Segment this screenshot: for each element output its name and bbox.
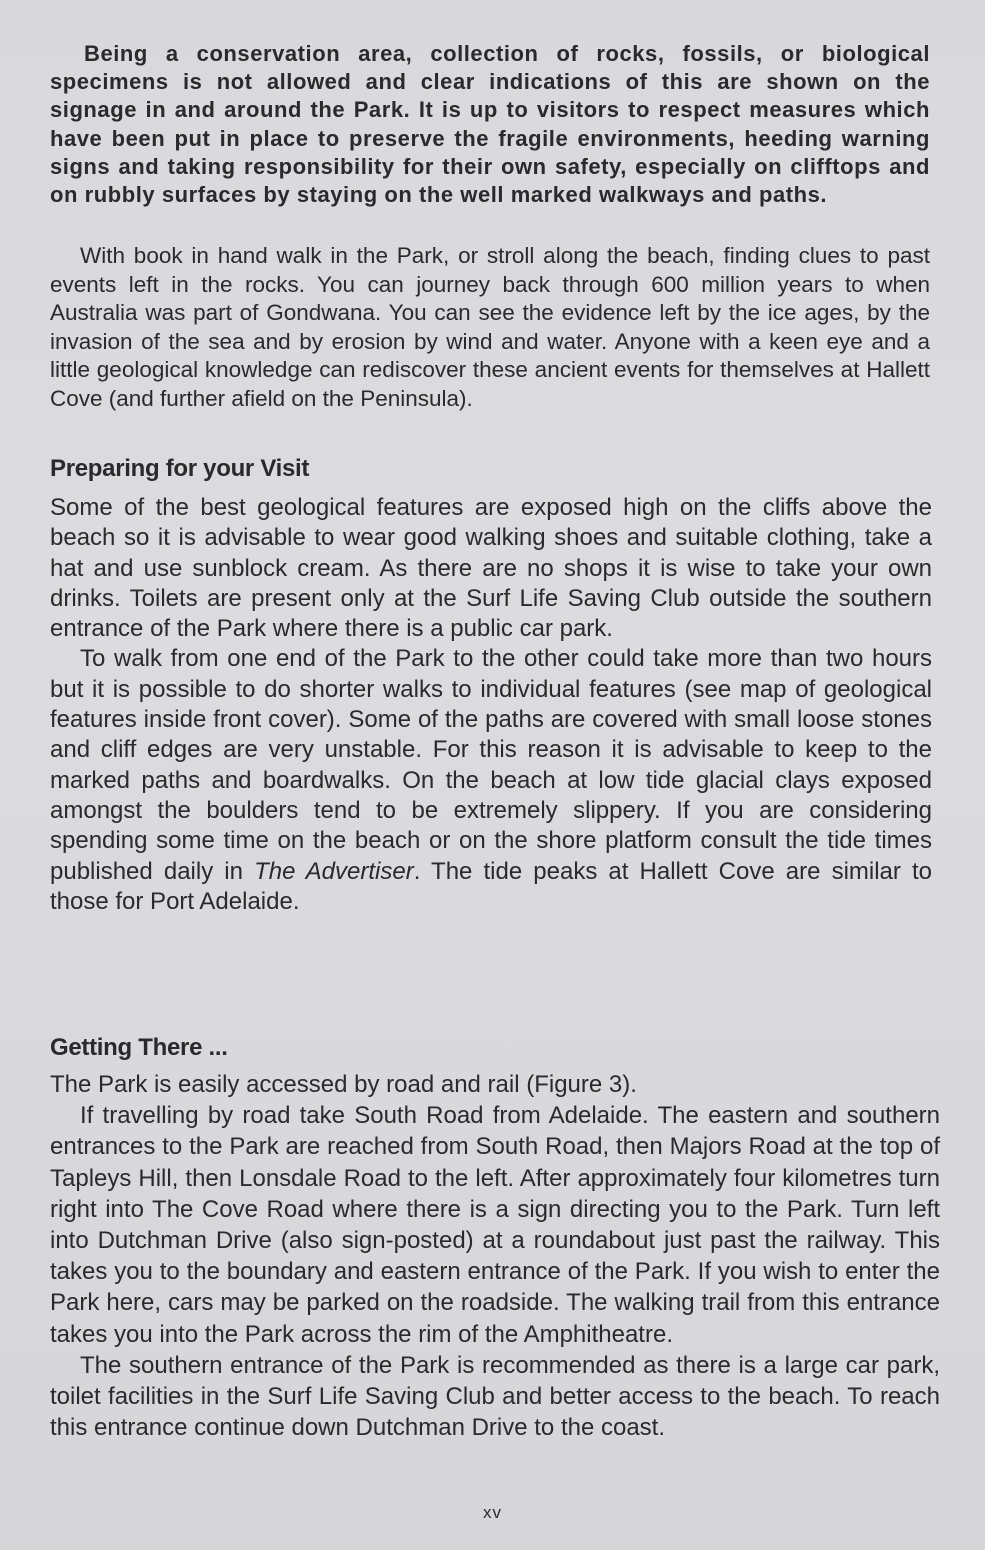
preparing-paragraph-1: Some of the best geological features are exposed high on the cliffs above the beach so it is advisable to wear good walking shoes and suitable clothing, take a hat and use sunblock cream. As there are no shops it is wise to take your own drinks. Toilets are present only at the Surf Life Saving Club outside the southern entrance of the Park where there is a public car park. [50, 494, 932, 643]
getting-there-heading: Getting There ... [50, 1034, 228, 1061]
getting-there-paragraph-2: If travelling by road take South Road from Adelaide. The eastern and southern entrances to the Park are reached from South Road, then Majors Road at the top of Tapleys Hill, then Lonsdale Road to the left. After approximately four kilometres turn right into The Cove Road where there is a sign directing you to the Park. Turn left into Dutchman Drive (also sign-posted) at a roundabout just past the railway. This takes you to the boundary and eastern entrance of the Park. If you wish to enter the Park here, cars may be parked on the roadside. The walking trail from this entrance takes you into the Park across the rim of the Amphitheatre. [50, 1102, 940, 1348]
book-in-hand-paragraph: With book in hand walk in the Park, or stroll along the beach, finding clues to past events left in the rocks. You can journey back through 600 million years to when Australia was part of Gondwana. You can see the evidence left by the ice ages, by the invasion of the sea and by erosion by wind and water. Anyone with a keen eye and a little geological knowledge can rediscover these ancient events for themselves at Hallett Cove (and further afield on the Peninsula). [50, 243, 930, 411]
preparing-p2-end: . The tide peaks at Hallett Cove are similar to those for Port Adelaide. [50, 857, 933, 915]
intro-section [50, 242, 930, 413]
getting-there-paragraph-1: The Park is easily accessed by road and rail (Figure 3). [50, 1071, 637, 1098]
conservation-paragraph: Being a conservation area, collection of rocks, fossils, or biological specimens is not allowed and clear indications of this are shown on the signage in and around the Park. It is up to visitors to respect measures which have been put in place to preserve the fragile environments, heeding warning signs and taking responsibility for their own safety, especially on clifftops and on rubbly surfaces by staying on the well marked walkways and paths. [50, 41, 930, 208]
getting-there-paragraph-3: The southern entrance of the Park is recommended as there is a large car park, toilet facilities in the Surf Life Saving Club and better access to the beach. To reach this entrance continue down Dutchman Drive to the coast. [50, 1351, 940, 1442]
page-number: xv [483, 1503, 502, 1522]
preparing-p2-text: To walk from one end of the Park to the other could take more than two hours but it is possible to do shorter walks to individual features (see map of geological features inside front cover). Some of the paths are covered with small loose stones and cliff edges are very unstable. For this reason it is advisable to keep to the marked paths and boardwalks. On the beach at low tide glacial clays exposed amongst the boulders tend to be extremely slippery. If you are considering spending some time on the beach or on the shore platform consult the tide times published daily in [50, 645, 932, 885]
getting-there-section [50, 1069, 940, 1443]
preparing-section [50, 493, 932, 917]
preparing-heading: Preparing for your Visit [50, 455, 310, 482]
conservation-notice [50, 40, 930, 209]
newspaper-title: The Advertiser [254, 857, 414, 885]
preparing-paragraph-2 [50, 644, 932, 917]
